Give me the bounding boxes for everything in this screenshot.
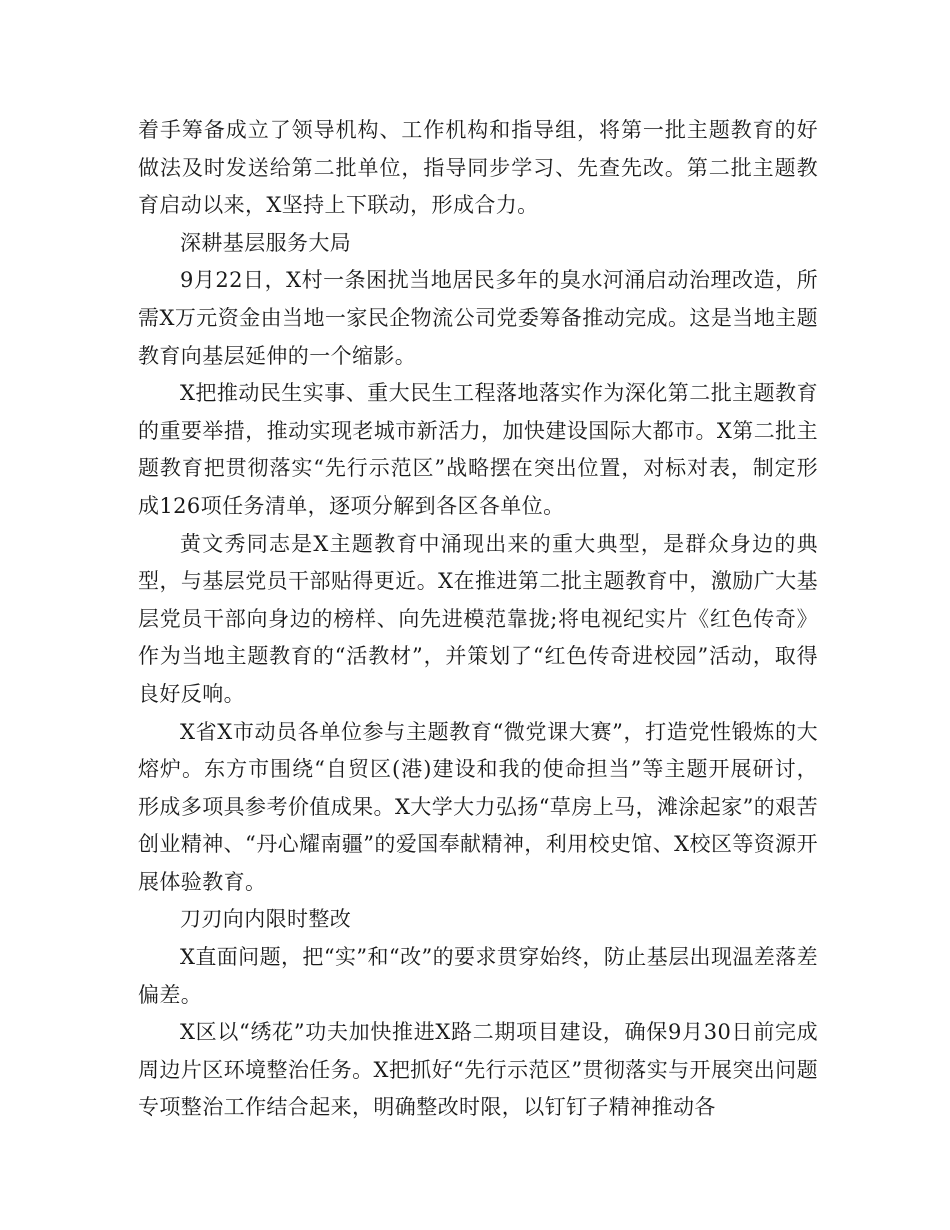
paragraph-river-renovation: 9月22日，X村一条困扰当地居民多年的臭水河涌启动治理改造，所需X万元资金由当地一家民企物流公司党委筹备推动完成。这是当地主题教育向基层延伸的一个缩影。 xyxy=(138,268,818,368)
paragraph-livelihood-projects: X把推动民生实事、重大民生工程落地落实作为深化第二批主题教育的重要举措，推动实现老城市新活力，加快建设国际大都市。X第二批主题教育把贯彻落实“先行示范区”战略摆在突出位置，对标对表，制定形成126项任务清单，逐项分解到各区各单位。 xyxy=(138,381,818,518)
paragraph-role-model: 黄文秀同志是X主题教育中涌现出来的重大典型，是群众身边的典型，与基层党员干部贴得更近。X在推进第二批主题教育中，激励广大基层党员干部向身边的榜样、向先进模范靠拢;将电视纪实片《红色传奇》作为当地主题教育的“活教材”，并策划了“红色传奇进校园”活动，取得良好反响。 xyxy=(138,531,818,706)
section-heading-grassroots: 深耕基层服务大局 xyxy=(180,230,352,255)
paragraph-face-problems: X直面问题，把“实”和“改”的要求贯穿始终，防止基层出现温差落差偏差。 xyxy=(138,945,818,1007)
paragraph-party-lecture: X省X市动员各单位参与主题教育“微党课大赛”，打造党性锻炼的大熔炉。东方市围绕“自贸区(港)建设和我的使命担当”等主题开展研讨，形成多项具参考价值成果。X大学大力弘扬“草房上马，滩涂起家”的艰苦创业精神、“丹心耀南疆”的爱国奉献精神，利用校史馆、X校区等资源开展体验教育。 xyxy=(138,719,818,894)
section-heading-rectification: 刀刃向内限时整改 xyxy=(180,907,352,932)
document-body xyxy=(138,112,818,1127)
paragraph-road-project: X区以“绣花”功夫加快推进X路二期项目建设，确保9月30日前完成周边片区环境整治任务。X把抓好“先行示范区”贯彻落实与开展突出问题专项整治工作结合起来，明确整改时限，以钉钉子精神推动各 xyxy=(138,1020,818,1120)
paragraph-continuation: 着手筹备成立了领导机构、工作机构和指导组，将第一批主题教育的好做法及时发送给第二批单位，指导同步学习、先查先改。第二批主题教育启动以来，X坚持上下联动，形成合力。 xyxy=(138,118,818,218)
